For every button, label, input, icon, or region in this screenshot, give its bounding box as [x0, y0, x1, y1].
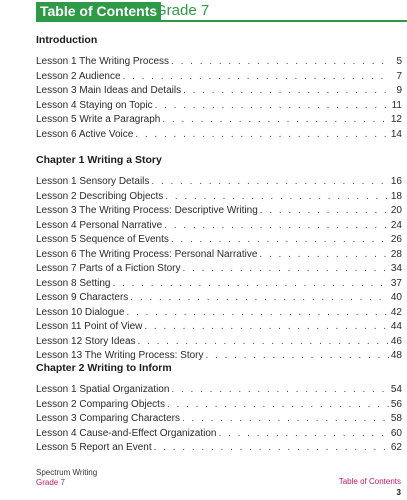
- toc-entry: [36, 175, 402, 190]
- toc-entry-label: Lesson 8 Setting: [36, 277, 111, 289]
- toc-entry-page: 5: [396, 56, 402, 67]
- toc-entry-label: Lesson 3 Main Ideas and Details: [36, 85, 182, 96]
- page-number: 3: [396, 488, 401, 497]
- toc-entry-label: Lesson 4 Personal Narrative: [36, 219, 163, 231]
- toc-entry-label: Lesson 3 The Writing Process: Descriptive Writing: [36, 205, 258, 216]
- header-rule: [36, 20, 407, 22]
- toc-entry-page: 44: [390, 321, 402, 332]
- section-title: Chapter 2 Writing to Inform: [36, 362, 172, 374]
- toc-entry-page: 54: [390, 384, 402, 395]
- toc-entry: [36, 70, 402, 85]
- toc-entry-label: Lesson 6 Active Voice: [36, 128, 134, 140]
- footer-book-title: Spectrum Writing: [36, 468, 98, 477]
- toc-entry-page: 28: [390, 248, 402, 260]
- toc-entry-page: 18: [390, 190, 402, 202]
- dot-leader: [218, 427, 388, 442]
- dot-leader: [138, 335, 389, 350]
- toc-entry: [36, 291, 402, 306]
- toc-entry-page: 11: [391, 99, 402, 111]
- dot-leader: [183, 84, 390, 99]
- toc-entry: [36, 441, 402, 456]
- toc-entry-label: Lesson 5 Sequence of Events: [36, 234, 169, 245]
- toc-entry-label: Lesson 5 Write a Paragraph: [36, 114, 161, 125]
- toc-entry: [36, 412, 402, 427]
- toc-entry-label: Lesson 12 Story Ideas: [36, 335, 136, 347]
- dot-leader: [182, 412, 389, 427]
- dot-leader: [144, 320, 389, 335]
- toc-entry-page: 62: [390, 442, 402, 453]
- toc-entry: [36, 306, 402, 321]
- toc-entry-label: Lesson 3 Comparing Characters: [36, 413, 180, 424]
- toc-entry: [36, 398, 402, 413]
- toc-entry-label: Lesson 11 Point of View: [36, 321, 143, 332]
- toc-entry: [36, 277, 402, 292]
- dot-leader: [130, 291, 389, 306]
- toc-entry: [36, 335, 402, 350]
- toc-entry-page: 48: [390, 350, 402, 361]
- toc-entry: [36, 219, 402, 234]
- toc-entry: [36, 204, 402, 219]
- toc-entry-label: Lesson 2 Describing Objects: [36, 190, 164, 202]
- toc-entry-page: 58: [390, 413, 402, 424]
- dot-leader: [151, 175, 388, 190]
- dot-leader: [162, 113, 389, 128]
- page-header: [0, 0, 407, 22]
- section-introduction: [36, 33, 402, 142]
- toc-entry: [36, 427, 402, 442]
- dot-leader: [165, 190, 389, 205]
- dot-leader: [259, 248, 388, 263]
- toc-entry-page: 20: [390, 205, 402, 216]
- toc-entry-label: Lesson 2 Audience: [36, 70, 121, 82]
- toc-entry: [36, 84, 402, 99]
- section-chapter-1: [36, 153, 402, 364]
- dot-leader: [171, 55, 390, 70]
- toc-entry: [36, 320, 402, 335]
- toc-entry-page: 60: [390, 427, 402, 439]
- toc-entry-page: 46: [390, 335, 402, 347]
- dot-leader: [154, 441, 389, 456]
- toc-entry-page: 26: [390, 234, 402, 245]
- toc-entry-label: Lesson 7 Parts of a Fiction Story: [36, 263, 181, 274]
- toc-entry-label: Lesson 2 Comparing Objects: [36, 398, 165, 410]
- footer-grade: Grade 7: [36, 478, 65, 487]
- dot-leader: [123, 70, 390, 85]
- toc-entry: [36, 383, 402, 398]
- header-title: Table of Contents: [36, 2, 161, 20]
- toc-entry-page: 34: [390, 263, 402, 274]
- dot-leader: [126, 306, 388, 321]
- toc-entry: [36, 55, 402, 70]
- dot-leader: [155, 99, 390, 114]
- toc-entry-label: Lesson 4 Staying on Topic: [36, 99, 153, 111]
- toc-entry-page: 7: [396, 70, 402, 82]
- toc-entry: [36, 128, 402, 143]
- toc-entry-page: 24: [390, 219, 402, 231]
- toc-entry-label: Lesson 4 Cause-and-Effect Organization: [36, 427, 217, 439]
- toc-entry-label: Lesson 13 The Writing Process: Story: [36, 350, 204, 361]
- toc-entry-page: 42: [390, 306, 402, 318]
- toc-entry: [36, 233, 402, 248]
- footer-left: [36, 468, 97, 488]
- toc-entry-page: 14: [390, 128, 402, 140]
- footer-section-label: Table of Contents: [338, 477, 401, 486]
- toc-entry-label: Lesson 5 Report an Event: [36, 442, 152, 453]
- dot-leader: [167, 398, 389, 413]
- toc-entry-label: Lesson 1 Spatial Organization: [36, 384, 170, 395]
- toc-entry-page: 12: [390, 114, 402, 125]
- toc-entry: [36, 190, 402, 205]
- toc-entry-label: Lesson 9 Characters: [36, 292, 129, 303]
- toc-entry: [36, 262, 402, 277]
- dot-leader: [183, 262, 389, 277]
- toc-entry: [36, 99, 402, 114]
- dot-leader: [113, 277, 389, 292]
- toc-entry-label: Lesson 10 Dialogue: [36, 306, 125, 318]
- toc-entry-page: 40: [390, 292, 402, 303]
- toc-entry-label: Lesson 6 The Writing Process: Personal Narrative: [36, 248, 258, 260]
- toc-entry-label: Lesson 1 Sensory Details: [36, 176, 150, 187]
- dot-leader: [171, 233, 389, 248]
- section-chapter-2: [36, 361, 402, 456]
- section-title: Introduction: [36, 34, 98, 46]
- toc-entry: [36, 113, 402, 128]
- toc-entry-page: 37: [390, 277, 402, 289]
- dot-leader: [135, 128, 389, 143]
- dot-leader: [164, 219, 389, 234]
- toc-entry: [36, 248, 402, 263]
- toc-entry-page: 16: [390, 176, 402, 187]
- toc-entry-page: 56: [390, 398, 402, 410]
- toc-entry-label: Lesson 1 The Writing Process: [36, 56, 170, 67]
- header-grade: Grade 7: [155, 2, 210, 19]
- dot-leader: [260, 204, 389, 219]
- dot-leader: [171, 383, 388, 398]
- section-title: Chapter 1 Writing a Story: [36, 154, 162, 166]
- toc-entry-page: 9: [396, 85, 402, 96]
